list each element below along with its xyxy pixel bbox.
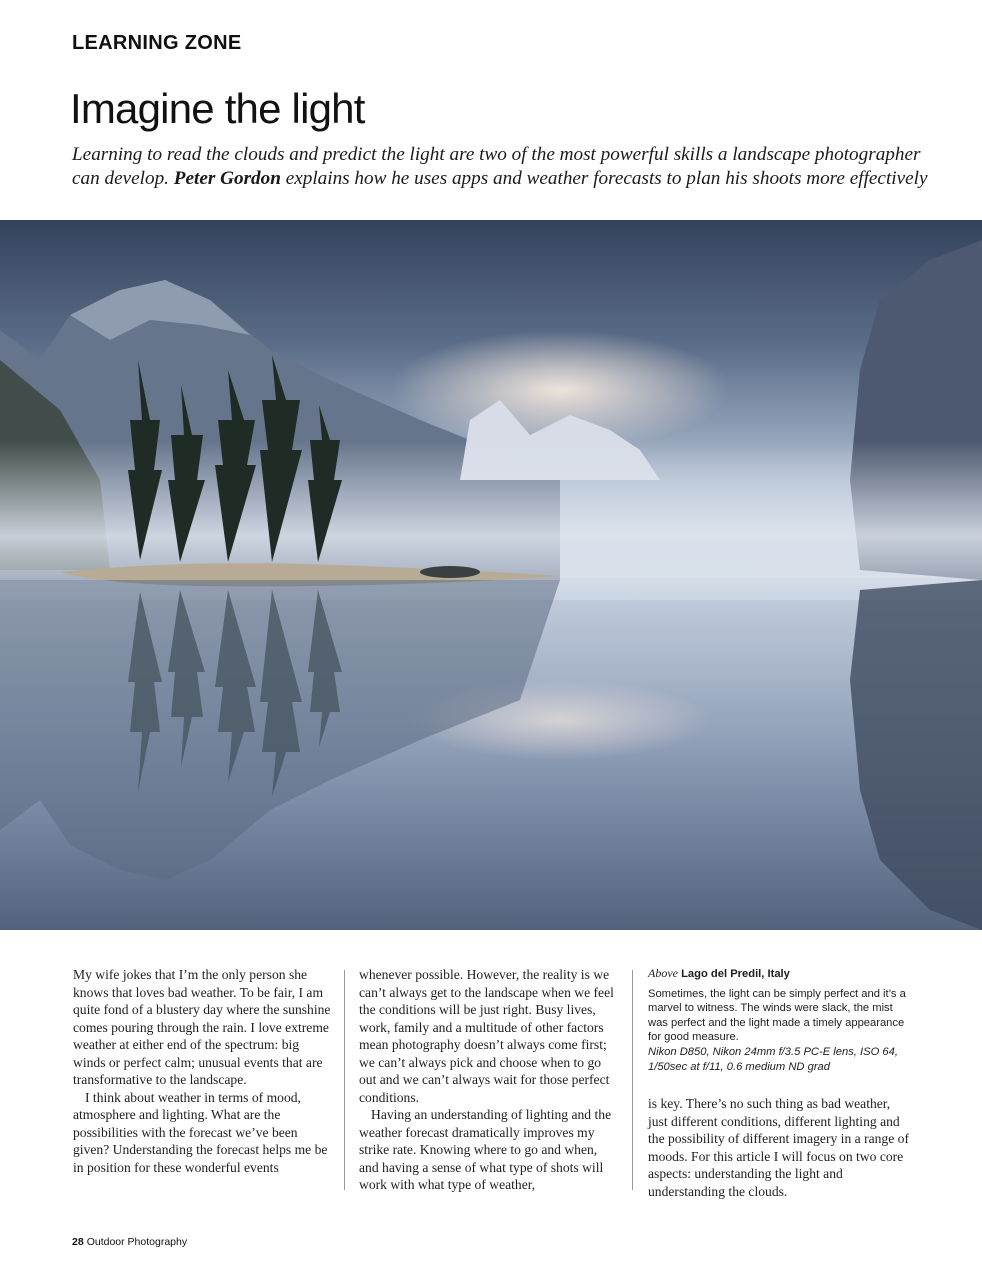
photo-caption	[648, 966, 912, 1074]
author-name: Peter Gordon	[173, 168, 281, 189]
page-number: 28	[72, 1236, 84, 1248]
hero-photo-lake-reflection	[0, 220, 982, 930]
article-headline: Imagine the light	[70, 85, 365, 132]
column-divider	[344, 970, 345, 1190]
standfirst-text-2: explains how he uses apps and weather forecasts to plan his shoots more effectively	[280, 168, 928, 189]
caption-heading	[648, 966, 912, 982]
caption-title: Lago del Predil, Italy	[681, 968, 790, 980]
paragraph: is key. There’s no such thing as bad weather, just different conditions, different lighting and the possibility of different imagery in a range of moods. For this article I will focus on two core aspects: understanding the light and understanding the clouds.	[648, 1096, 909, 1199]
caption-tech-specs: Nikon D850, Nikon 24mm f/3.5 PC-E lens, ISO 64, 1/50sec at f/11, 0.6 medium ND grad	[648, 1045, 898, 1073]
caption-text: Sometimes, the light can be simply perfect and it’s a marvel to witness. The winds were slack, the mist was perfect and the light made a timely appearance for good measure.	[648, 987, 906, 1044]
column-divider	[632, 970, 633, 1190]
caption-label: Above	[648, 966, 678, 980]
paragraph: I think about weather in terms of mood, atmosphere and lighting. What are the possibilities with the forecast we’ve been given? Understanding the forecast helps me be in position for these wonderful events	[73, 1089, 328, 1175]
section-label: LEARNING ZONE	[72, 32, 242, 54]
body-column-3	[648, 966, 912, 1200]
publication-name: Outdoor Photography	[86, 1236, 188, 1248]
standfirst	[72, 143, 932, 191]
standfirst-text-1: Learning to read the clouds and predict the light are two of the most powerful skills a landscape photographer can develop.	[72, 144, 921, 189]
paragraph: whenever possible. However, the reality is we can’t always get to the landscape when we feel the conditions will be just right. Busy lives, work, family and a multitude of other factors mean photography doesn’t always come first; we can’t always pick and choose when to go out and we can’t always wait for those perfect conditions.	[359, 967, 614, 1105]
body-column-2	[359, 966, 617, 1194]
paragraph: My wife jokes that I’m the only person she knows that loves bad weather. To be fair, I am quite fond of a blustery day where the sunshine comes pouring through the rain. I love extreme weather at either end of the spectrum: big winds or perfect calm; unusual events that are transformative to the landscape.	[73, 967, 331, 1087]
rocks	[420, 566, 480, 578]
page-footer	[72, 1236, 187, 1248]
paragraph: Having an understanding of lighting and the weather forecast dramatically improves my strike rate. Knowing where to go and when, and having a sense of what type of shots will work with what type of weather,	[359, 1107, 612, 1192]
body-column-1	[73, 966, 331, 1176]
